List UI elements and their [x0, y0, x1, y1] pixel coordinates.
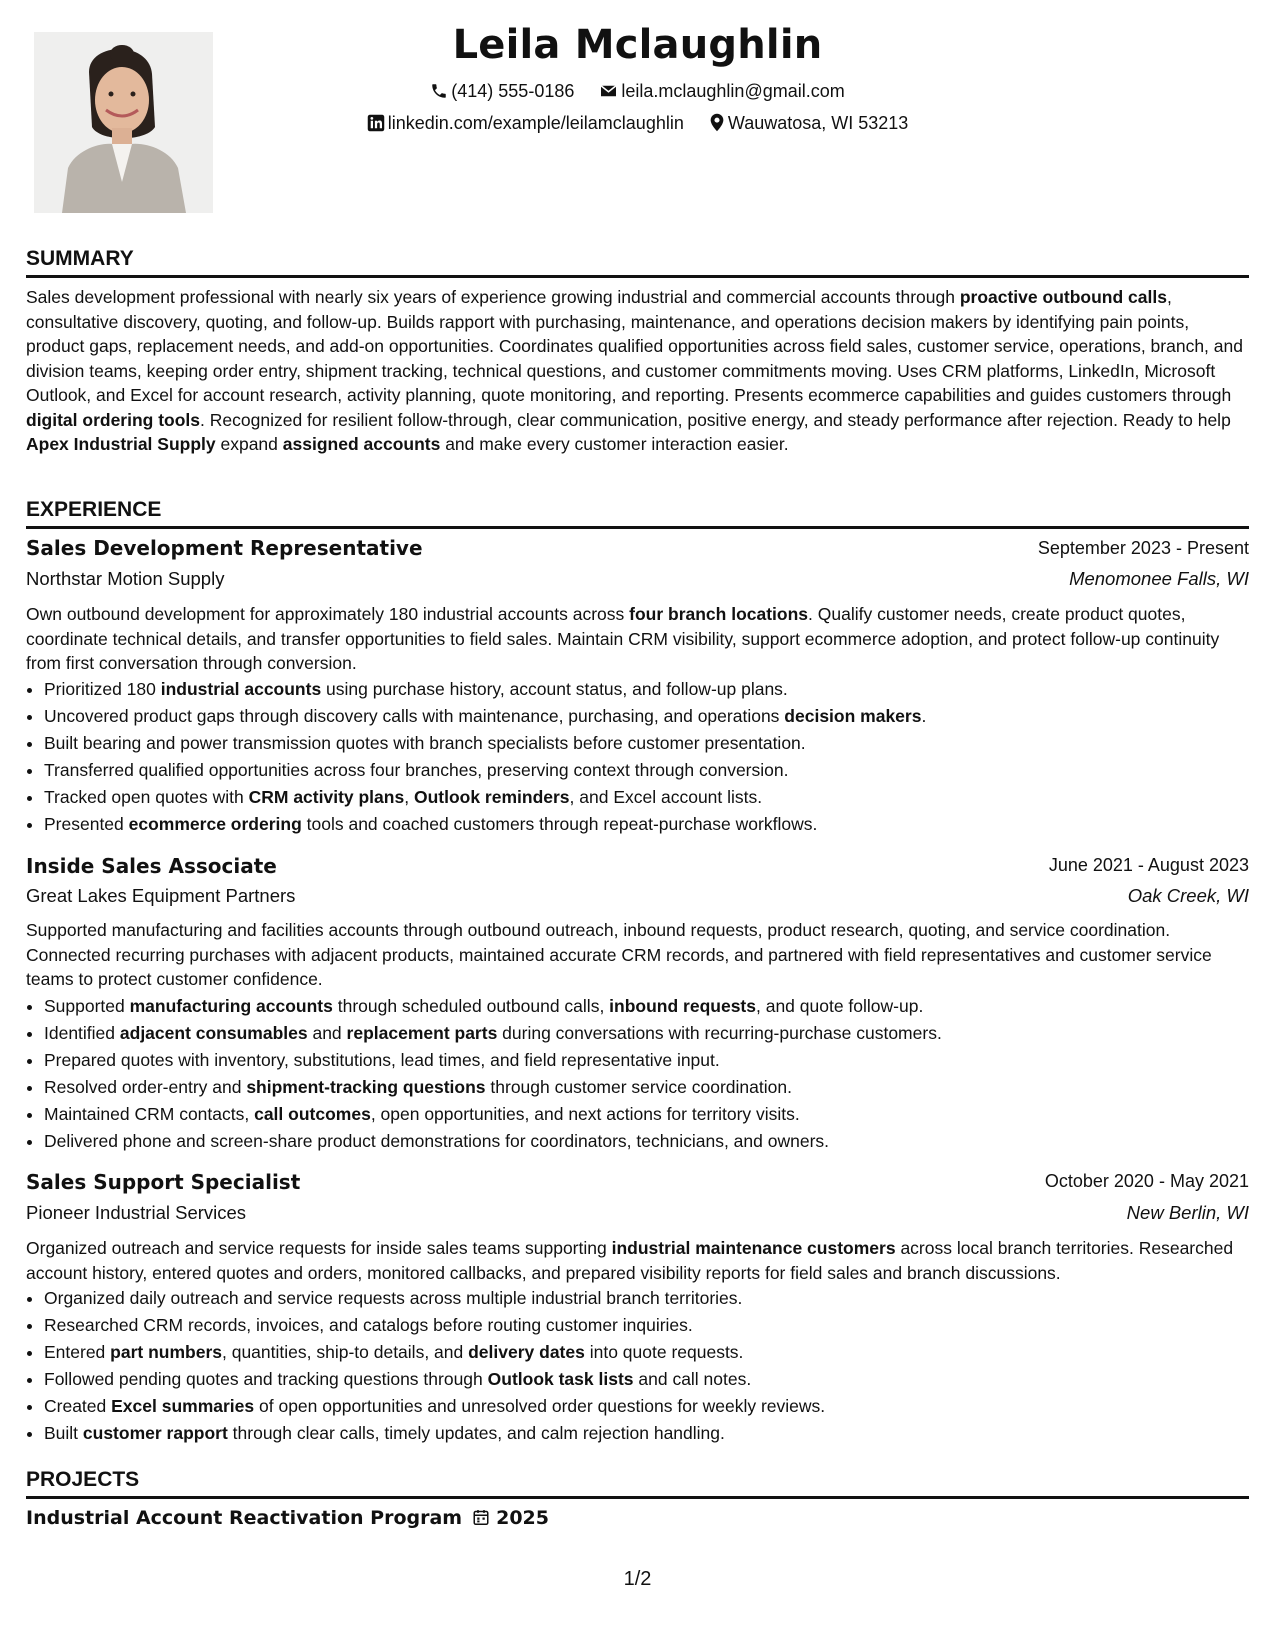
bullet-item: [44, 1285, 1270, 1312]
text-run: Sales development professional with nearly six years of experience growing industrial and commercial accounts through: [26, 287, 960, 307]
text-run: Tracked open quotes with: [44, 787, 249, 807]
bullet-item: [44, 993, 1270, 1020]
text-run: using purchase history, account status, and follow-up plans.: [321, 679, 788, 699]
bold-text: Outlook reminders: [413, 787, 570, 807]
calendar-icon: [472, 1508, 490, 1527]
job-dates: October 2020 - May 2021: [1044, 1171, 1249, 1191]
bold-text: customer rapport: [82, 1423, 228, 1443]
bold-text: assigned accounts: [282, 434, 441, 454]
candidate-name: Leila Mclaughlin: [452, 22, 823, 68]
envelope-icon: [599, 82, 618, 100]
job-title: Sales Development Representative: [26, 536, 423, 560]
text-run: during conversations with recurring-purchase customers.: [497, 1023, 942, 1043]
text-run: through clear calls, timely updates, and calm rejection handling.: [227, 1423, 725, 1443]
phone-contact[interactable]: [430, 81, 574, 102]
bullet-item: [44, 1420, 1270, 1447]
linkedin-contact[interactable]: [367, 113, 684, 134]
text-run: . Recognized for resilient follow-through, clear communication, positive energy, and steady performance after rejection. Ready to help: [200, 409, 1231, 430]
text-run: Built bearing and power transmission quotes with branch specialists before customer presentation.: [44, 733, 806, 753]
bold-text: shipment-tracking questions: [246, 1077, 486, 1097]
bullet-item: [44, 1339, 1270, 1366]
text-run: Uncovered product gaps through discovery calls with maintenance, purchasing, and operations: [44, 706, 785, 726]
text-run: Maintained CRM contacts,: [44, 1104, 255, 1124]
summary-text: [26, 285, 1252, 457]
text-run: Own outbound development for approximately 180 industrial accounts across: [26, 604, 630, 624]
text-run: through scheduled outbound calls,: [332, 996, 610, 1016]
experience-heading: EXPERIENCE: [26, 498, 1249, 529]
text-run: , quantities, ship-to details, and: [221, 1342, 469, 1362]
job-description: [26, 1236, 1252, 1285]
bold-text: delivery dates: [468, 1342, 585, 1362]
text-run: , and quote follow-up.: [755, 996, 924, 1016]
project-name: Industrial Account Reactivation Program: [26, 1507, 463, 1529]
page-number: 1/2: [623, 1568, 652, 1590]
text-run: and: [307, 1023, 347, 1043]
bold-text: four branch locations: [629, 604, 809, 624]
map-pin-icon: [709, 113, 725, 132]
bold-text: digital ordering tools: [26, 409, 201, 430]
text-run: Prepared quotes with inventory, substitutions, lead times, and field representative input.: [44, 1050, 720, 1070]
bold-text: adjacent consumables: [119, 1023, 308, 1043]
job-dates: September 2023 - Present: [1037, 538, 1249, 558]
job-bullets: [26, 676, 1270, 838]
bullet-item: [44, 1312, 1270, 1339]
bullet-item: [44, 757, 1270, 784]
job-description: [26, 602, 1252, 676]
job-dates: June 2021 - August 2023: [1048, 855, 1249, 875]
job-location: New Berlin, WI: [1126, 1202, 1249, 1223]
job-description: [26, 918, 1252, 992]
text-run: Supported manufacturing and facilities accounts through outbound outreach, inbound requests, product research, quoting, and service coordination. Connected recurring purchases with adjacent products, maintained accurate CRM records, and partnered with field representatives and customer service teams to protect customer confidence.: [26, 920, 1212, 989]
bold-text: decision makers: [784, 706, 922, 726]
text-run: Built: [44, 1423, 83, 1443]
contact-row-primary: [0, 81, 1275, 102]
summary-heading: SUMMARY: [26, 247, 1249, 278]
text-run: Created: [44, 1396, 112, 1416]
bold-text: inbound requests: [609, 996, 756, 1016]
phone-icon: [430, 82, 448, 100]
text-run: through customer service coordination.: [485, 1077, 792, 1097]
job-location: Oak Creek, WI: [1127, 885, 1249, 906]
text-run: expand: [215, 434, 283, 454]
text-run: Transferred qualified opportunities across four branches, preserving context through conversion.: [44, 760, 789, 780]
bold-text: call outcomes: [254, 1104, 371, 1124]
location-contact: [709, 113, 908, 134]
job-title: Inside Sales Associate: [26, 854, 277, 878]
bullet-item: [44, 1393, 1270, 1420]
bullet-item: [44, 703, 1270, 730]
job-location: Menomonee Falls, WI: [1069, 568, 1249, 589]
text-run: Prioritized 180: [44, 679, 161, 699]
text-run: Followed pending quotes and tracking questions through: [44, 1369, 488, 1389]
bullet-item: [44, 730, 1270, 757]
bullet-item: [44, 1047, 1270, 1074]
bold-text: Outlook task lists: [487, 1369, 634, 1389]
text-run: Organized daily outreach and service requests across multiple industrial branch territories.: [44, 1288, 743, 1308]
text-run: . Qualify customer needs, create product quotes, coordinate technical details, and transfer opportunities to field sales. Maintain CRM visibility, support ecommerce adoption, and protect follow-up continuity from first conversation through conversion.: [26, 604, 1220, 673]
job-bullets: [26, 993, 1270, 1155]
text-run: Resolved order-entry and: [44, 1077, 247, 1097]
bullet-item: [44, 1101, 1270, 1128]
home-location: Wauwatosa, WI 53213: [727, 113, 909, 133]
bold-text: proactive outbound calls: [959, 287, 1167, 307]
text-run: Supported: [44, 996, 130, 1016]
bold-text: ecommerce ordering: [128, 814, 302, 834]
contact-row-secondary: [0, 113, 1275, 134]
job-title: Sales Support Specialist: [26, 1170, 301, 1194]
bullet-item: [44, 676, 1270, 703]
text-run: , open opportunities, and next actions for territory visits.: [370, 1104, 800, 1124]
text-run: Organized outreach and service requests for inside sales teams supporting: [26, 1238, 612, 1258]
bullet-item: [44, 784, 1270, 811]
bullet-item: [44, 1366, 1270, 1393]
text-run: tools and coached customers through repeat-purchase workflows.: [301, 814, 818, 834]
project-year: 2025: [496, 1507, 549, 1529]
project-item: [26, 1507, 549, 1529]
text-run: and make every customer interaction easier.: [440, 434, 789, 454]
text-run: of open opportunities and unresolved order questions for weekly reviews.: [254, 1396, 826, 1416]
bold-text: CRM activity plans: [248, 787, 405, 807]
bullet-item: [44, 1074, 1270, 1101]
linkedin-url: linkedin.com/example/leilamclaughlin: [387, 113, 684, 133]
text-run: , and Excel account lists.: [569, 787, 763, 807]
bullet-item: [44, 1128, 1270, 1155]
bold-text: Excel summaries: [111, 1396, 255, 1416]
job-company: Pioneer Industrial Services: [26, 1202, 247, 1223]
job-company: Northstar Motion Supply: [26, 568, 225, 589]
linkedin-icon: [367, 114, 385, 132]
text-run: Entered: [44, 1342, 111, 1362]
phone-number: (414) 555-0186: [451, 81, 575, 101]
bold-text: industrial maintenance customers: [611, 1238, 896, 1258]
text-run: across local branch territories. Researched account history, entered quotes and orders, monitored callbacks, and prepared visibility reports for field sales and branch discussions.: [26, 1238, 1234, 1283]
text-run: and call notes.: [633, 1369, 752, 1389]
email-contact[interactable]: [599, 81, 844, 102]
bold-text: replacement parts: [346, 1023, 498, 1043]
text-run: , consultative discovery, quoting, and follow-up. Builds rapport with purchasing, maintenance, and operations decision makers by identifying pain points, product gaps, replacement needs, and add-on opportunities. Coordinates qualified opportunities across field sales, customer service, operations, branch, and division teams, keeping order entry, shipment tracking, technical questions, and customer commitments moving. Uses CRM platforms, LinkedIn, Microsoft Outlook, and Excel for account research, activity planning, quote monitoring, and reporting. Presents ecommerce capabilities and guides customers through: [26, 287, 1243, 405]
text-run: Identified: [44, 1023, 120, 1043]
projects-heading: PROJECTS: [26, 1468, 1249, 1499]
text-run: Presented: [44, 814, 129, 834]
bold-text: industrial accounts: [160, 679, 322, 699]
bold-text: manufacturing accounts: [129, 996, 333, 1016]
bold-text: part numbers: [110, 1342, 222, 1362]
bullet-item: [44, 1020, 1270, 1047]
text-run: ,: [404, 787, 414, 807]
bullet-item: [44, 811, 1270, 838]
text-run: into quote requests.: [584, 1342, 744, 1362]
job-company: Great Lakes Equipment Partners: [26, 885, 296, 906]
text-run: .: [921, 706, 927, 726]
job-bullets: [26, 1285, 1270, 1447]
text-run: Delivered phone and screen-share product demonstrations for coordinators, technicians, and owners.: [44, 1131, 830, 1151]
text-run: Researched CRM records, invoices, and catalogs before routing customer inquiries.: [44, 1315, 693, 1335]
bold-text: Apex Industrial Supply: [26, 434, 216, 454]
email-address: leila.mclaughlin@gmail.com: [621, 81, 845, 101]
